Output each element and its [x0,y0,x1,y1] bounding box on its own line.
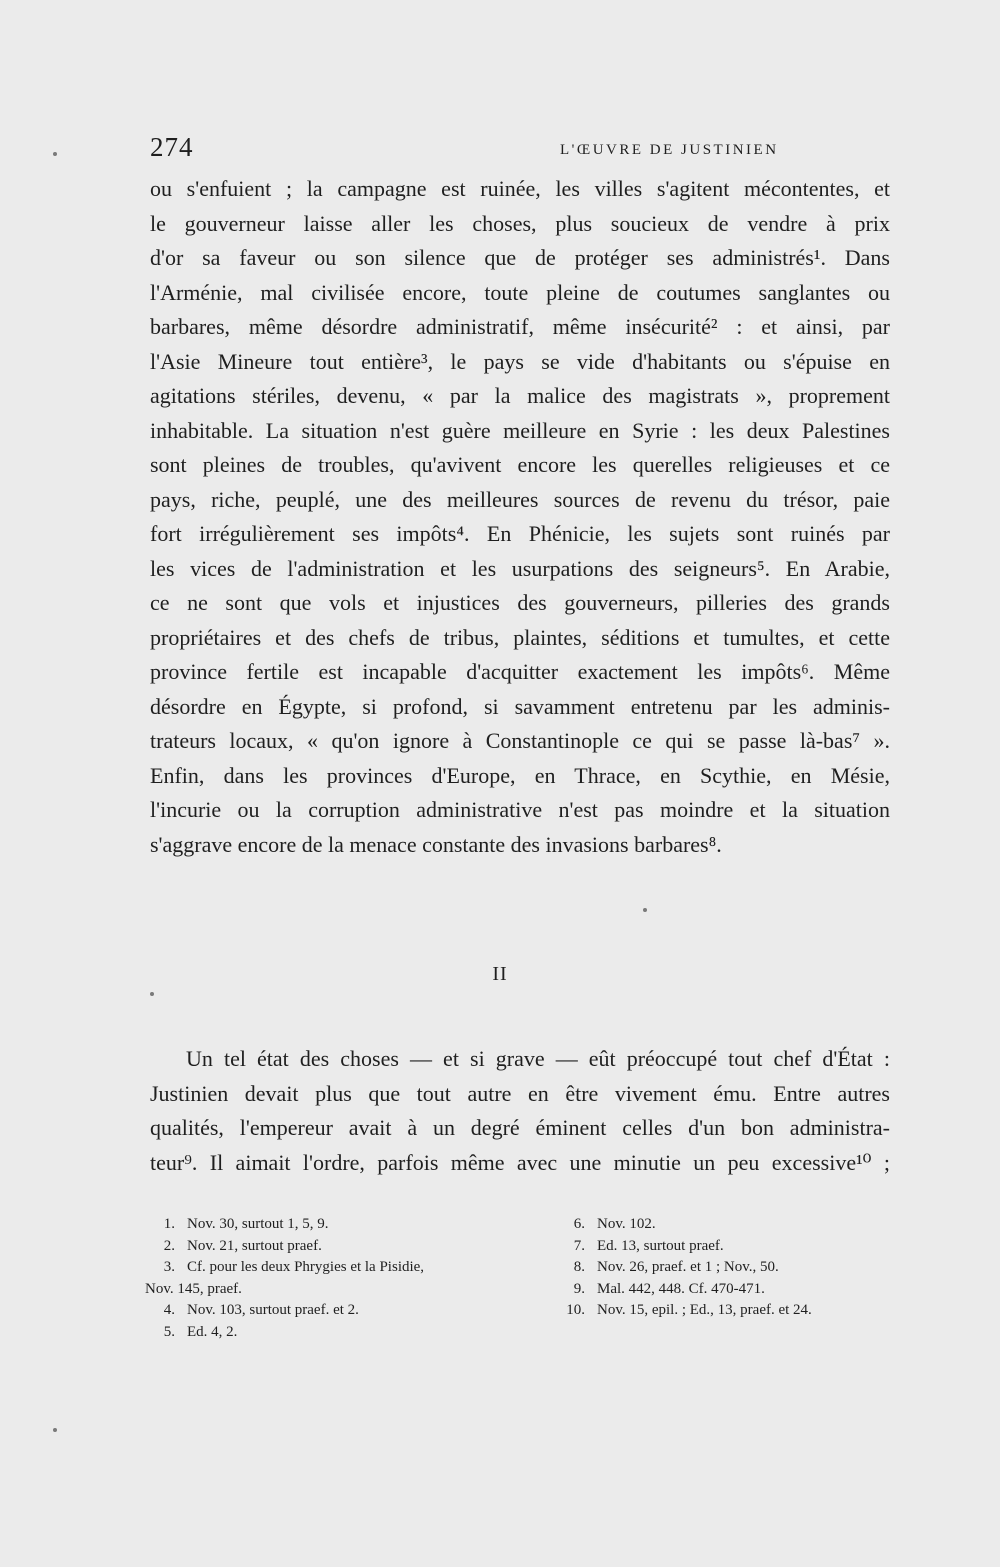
footnote-text: Mal. 442, 448. Cf. 470-471. [597,1280,765,1297]
footnote [555,1214,895,1236]
footnote-number: 10. [566,1302,585,1318]
footnote-text: Nov. 145, praef. [145,1280,242,1297]
text-line: les vices de l'administration et les usurpations des seigneurs⁵. En Arabie, [150,555,890,581]
text-line: barbares, même désordre administratif, même insécurité² : et ainsi, par [150,314,890,339]
footnote [555,1257,895,1279]
text-line: le gouverneur laisse aller les choses, plus soucieux de vendre à prix [150,210,890,236]
footnote-number: 9. [573,1280,585,1297]
footnotes-right-column [555,1214,895,1322]
text-line: propriétaires et des chefs de tribus, plaintes, séditions et tumultes, et cette [150,624,890,650]
text-line: agitations stériles, devenu, « par la malice des magistrats », proprement [150,383,890,408]
footnote [555,1236,895,1258]
text-line: ce ne sont que vols et injustices des gouverneurs, pilleries des grands [150,590,890,615]
text-line: trateurs locaux, « qu'on ignore à Constantinople ce qui se passe là-bas⁷ ». [150,728,890,753]
footnote-number: 4. [163,1302,175,1318]
text-line: s'aggrave encore de la menace constante des invasions barbares⁸. [150,831,722,857]
footnote [555,1279,895,1301]
text-line: l'Asie Mineure tout entière³, le pays se vide d'habitants ou s'épuise en [150,348,890,374]
text-line: qualités, l'empereur avait à un degré éminent celles d'un bon administra- [150,1115,890,1140]
body-paragraph [150,172,890,862]
footnotes-left-column [145,1214,505,1343]
paper-speck [53,152,57,156]
footnote-continuation [145,1279,505,1301]
text-line: province fertile est incapable d'acquitter exactement les impôts⁶. Même [150,659,890,684]
footnote-number: 5. [163,1323,175,1340]
footnote-number: 7. [573,1237,585,1254]
running-head: L'ŒUVRE DE JUSTINIEN [560,142,779,158]
footnote [145,1322,505,1344]
footnote-text: Ed. 13, surtout praef. [597,1237,724,1254]
text-line: d'or sa faveur ou son silence que de protéger ses administrés¹. Dans [150,245,890,270]
text-line: inhabitable. La situation n'est guère meilleure en Syrie : les deux Palestines [150,417,890,443]
footnote [145,1300,505,1322]
text-line: teur⁹. Il aimait l'ordre, parfois même avec une minutie un peu excessive¹⁰ ; [150,1149,890,1175]
footnote [145,1236,505,1258]
footnote-text: Nov. 103, surtout praef. et 2. [187,1302,359,1318]
section-paragraph [150,1042,890,1180]
text-line: sont pleines de troubles, qu'avivent encore les querelles religieuses et ce [150,452,890,477]
text-line: fort irrégulièrement ses impôts⁴. En Phénicie, les sujets sont ruinés par [150,521,890,546]
text-line: désordre en Égypte, si profond, si savamment entretenu par les adminis- [150,693,890,719]
footnote [145,1214,505,1236]
text-line: ou s'enfuient ; la campagne est ruinée, les villes s'agitent mécontentes, et [150,176,890,201]
paper-speck [53,1428,57,1432]
footnote-text: Cf. pour les deux Phrygies et la Pisidie, [187,1259,425,1275]
section-heading: II [492,963,508,985]
footnote-text: Nov. 15, epil. ; Ed., 13, praef. et 24. [597,1302,812,1318]
footnote [145,1257,505,1279]
footnote-text: Nov. 26, praef. et 1 ; Nov., 50. [597,1259,779,1275]
footnote-text: Ed. 4, 2. [187,1323,238,1340]
text-line: pays, riche, peuplé, une des meilleures sources de revenu du trésor, paie [150,486,890,512]
footnote-text: Nov. 102. [597,1216,656,1232]
text-line: Un tel état des choses — et si grave — eût préoccupé tout chef d'État : [186,1046,890,1071]
footnote-number: 6. [573,1216,585,1232]
footnote-text: Nov. 21, surtout praef. [187,1237,322,1254]
footnote-number: 3. [163,1259,175,1275]
text-line: l'Arménie, mal civilisée encore, toute pleine de coutumes sanglantes ou [150,279,890,305]
text-line: Enfin, dans les provinces d'Europe, en Thrace, en Scythie, en Mésie, [150,762,890,788]
footnote-number: 8. [573,1259,585,1275]
paper-speck [643,908,647,912]
footnote-text: Nov. 30, surtout 1, 5, 9. [187,1216,329,1232]
footnote [555,1300,895,1322]
page-number: 274 [150,132,194,162]
footnote-number: 2. [163,1237,175,1254]
footnote-number: 1. [163,1216,175,1232]
text-line: Justinien devait plus que tout autre en être vivement ému. Entre autres [150,1080,890,1106]
text-line: l'incurie ou la corruption administrative n'est pas moindre et la situation [150,797,890,822]
paper-speck [150,992,154,996]
page-header [150,132,890,172]
